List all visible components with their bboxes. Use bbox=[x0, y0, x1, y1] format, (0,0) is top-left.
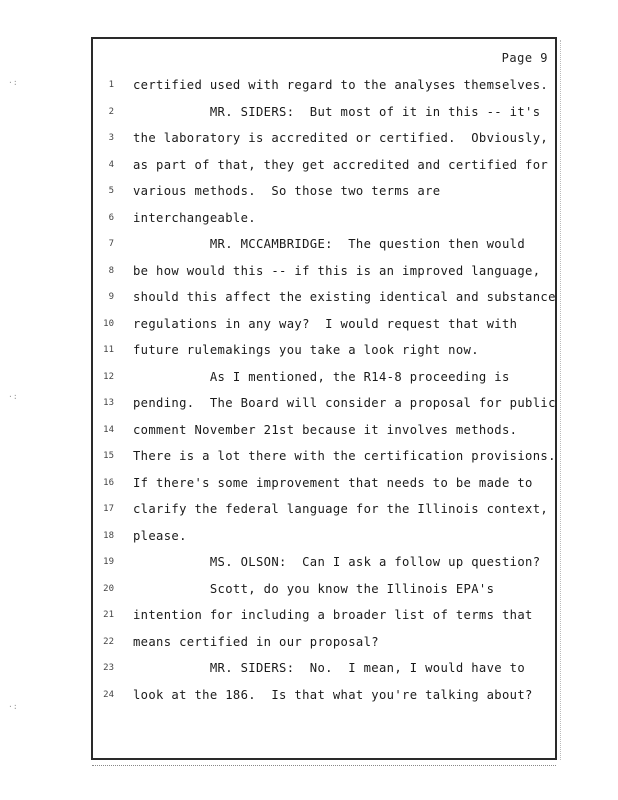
transcript-line bbox=[100, 684, 550, 711]
transcript-line bbox=[100, 101, 550, 128]
line-text: as part of that, they get accredited and certified for bbox=[133, 157, 549, 172]
transcript-line bbox=[100, 339, 550, 366]
transcript-line bbox=[100, 127, 550, 154]
line-number: 3 bbox=[108, 133, 114, 143]
line-text: please. bbox=[133, 528, 187, 543]
line-text: the laboratory is accredited or certified. Obviously, bbox=[133, 131, 549, 145]
transcript-line bbox=[100, 260, 550, 287]
line-number: 6 bbox=[108, 212, 114, 223]
transcript-line bbox=[100, 366, 550, 393]
line-number: 12 bbox=[103, 371, 114, 382]
line-number: 4 bbox=[108, 159, 114, 170]
transcript-line bbox=[100, 392, 556, 419]
line-number: 22 bbox=[103, 636, 114, 647]
line-number: 13 bbox=[103, 398, 114, 408]
line-number: 20 bbox=[103, 583, 114, 594]
line-number: 10 bbox=[103, 318, 114, 329]
line-number: 11 bbox=[103, 345, 114, 355]
line-number: 2 bbox=[108, 106, 114, 117]
line-text: certified used with regard to the analyses themselves. bbox=[133, 78, 549, 92]
transcript-body bbox=[100, 74, 556, 710]
transcript-line bbox=[100, 498, 550, 525]
scan-artifact: ·: bbox=[8, 78, 18, 87]
line-number: 9 bbox=[108, 292, 114, 302]
transcript-line bbox=[100, 313, 550, 340]
line-number: 24 bbox=[103, 689, 114, 700]
line-text: interchangeable. bbox=[133, 210, 256, 225]
line-text: be how would this -- if this is an improved language, bbox=[133, 263, 541, 278]
line-text: intention for including a broader list of terms that bbox=[133, 608, 533, 622]
transcript-line bbox=[100, 472, 550, 499]
line-text: MR. SIDERS: No. I mean, I would have to bbox=[133, 661, 526, 675]
transcript-line bbox=[100, 445, 556, 472]
line-number: 5 bbox=[108, 186, 114, 196]
line-number: 16 bbox=[103, 477, 114, 488]
transcript-line bbox=[100, 180, 550, 207]
transcript-line bbox=[100, 233, 550, 260]
transcript-line bbox=[100, 419, 550, 446]
line-number: 1 bbox=[108, 80, 114, 90]
line-text: There is a lot there with the certification provisions. bbox=[133, 449, 556, 463]
line-text: various methods. So those two terms are bbox=[133, 184, 441, 198]
transcript-line bbox=[100, 207, 550, 234]
scan-footer-artifact bbox=[92, 765, 556, 767]
scan-artifact: ·: bbox=[8, 392, 18, 401]
line-text: clarify the federal language for the Illinois context, bbox=[133, 502, 549, 516]
line-number: 8 bbox=[108, 265, 114, 276]
transcript-line bbox=[100, 631, 550, 658]
line-text: look at the 186. Is that what you're talking about? bbox=[133, 687, 533, 702]
transcript-line bbox=[100, 74, 550, 101]
line-text: pending. The Board will consider a proposal for public bbox=[133, 396, 556, 410]
line-text: means certified in our proposal? bbox=[133, 634, 379, 649]
scan-artifact: ·: bbox=[8, 702, 18, 711]
transcript-line bbox=[100, 657, 550, 684]
line-text: should this affect the existing identical and substance bbox=[133, 290, 556, 304]
transcript-line bbox=[100, 154, 550, 181]
line-number: 21 bbox=[103, 610, 114, 620]
line-text: As I mentioned, the R14-8 proceeding is bbox=[133, 369, 510, 384]
line-text: MS. OLSON: Can I ask a follow up question? bbox=[133, 555, 541, 569]
line-number: 17 bbox=[103, 504, 114, 514]
transcript-line bbox=[100, 604, 550, 631]
transcript-line bbox=[100, 578, 550, 605]
transcript-line bbox=[100, 551, 550, 578]
transcript-line bbox=[100, 286, 556, 313]
line-text: future rulemakings you take a look right now. bbox=[133, 343, 479, 357]
line-number: 23 bbox=[103, 663, 114, 673]
scan-edge-line bbox=[560, 40, 562, 760]
line-text: Scott, do you know the Illinois EPA's bbox=[133, 581, 495, 596]
line-number: 19 bbox=[103, 557, 114, 567]
line-text: regulations in any way? I would request that with bbox=[133, 316, 518, 331]
line-text: If there's some improvement that needs to be made to bbox=[133, 475, 533, 490]
line-number: 15 bbox=[103, 451, 114, 461]
line-number: 18 bbox=[103, 530, 114, 541]
line-text: comment November 21st because it involves methods. bbox=[133, 422, 518, 437]
line-number: 7 bbox=[108, 239, 114, 249]
line-number: 14 bbox=[103, 424, 114, 435]
page-number: Page 9 bbox=[501, 51, 548, 65]
line-text: MR. SIDERS: But most of it in this -- it's bbox=[133, 104, 541, 119]
transcript-line bbox=[100, 525, 550, 552]
line-text: MR. MCCAMBRIDGE: The question then would bbox=[133, 237, 526, 251]
